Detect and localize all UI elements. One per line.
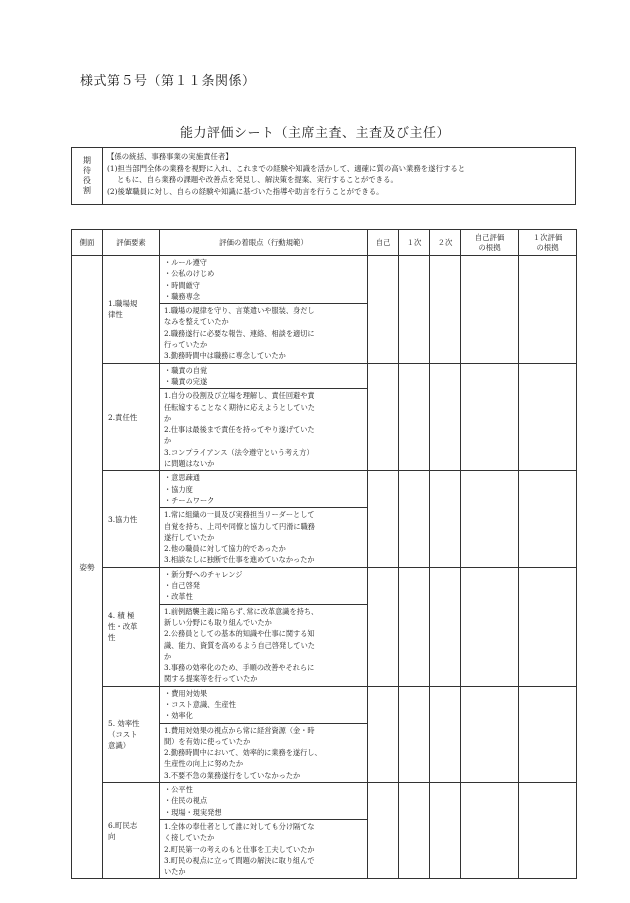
second-score-cell[interactable] [430,256,461,364]
header-viewpoint: 評価の着眼点（行動規範） [160,230,368,256]
role-line: (2)後輩職員に対し、自らの経験や知識に基づいた指導や助言を行うことができる。 [107,186,384,196]
keyword: ・職責の完遂 [164,376,208,386]
element-name-line: （コスト [108,729,138,739]
second-score-cell[interactable] [430,783,461,879]
header-self-basis-line: 自己評価 [474,232,505,242]
keyword: ・チームワーク [164,495,215,505]
viewpoint: く接していたか [164,833,215,843]
viewpoint: 1.費用対効果の視点から常に経営資源（金・時 [164,725,315,735]
element-5-keywords [160,686,368,723]
header-first-basis-line: の根拠 [536,242,559,252]
element-5-keyword-row [72,686,577,723]
viewpoint: 生産性の向上に努めたか [164,759,244,769]
element-3-name [103,471,160,567]
expected-role-text [103,148,576,205]
viewpoint: か [164,651,172,661]
element-name-line: 性・改革 [108,622,138,632]
viewpoint: 2.公務員としての基本的知識や仕事に関する知 [164,629,315,639]
first-score-cell[interactable] [399,783,430,879]
keyword: ・費用対効果 [164,688,208,698]
viewpoint: 任転嫁することなく期待に応えようとしていた [164,402,315,412]
viewpoint: 2.町民第一の考えのもと仕事を工夫していたか [164,844,315,854]
element-name-line: 4. 積 極 [108,611,135,621]
viewpoint: いたか [164,867,186,877]
first-score-cell[interactable] [399,567,430,686]
first-basis-cell[interactable] [519,363,577,471]
first-score-cell[interactable] [399,686,430,782]
keyword: ・職責の自覚 [164,365,208,375]
second-score-cell[interactable] [430,471,461,567]
first-score-cell[interactable] [399,471,430,567]
header-first-basis-line: １次評価 [532,232,563,242]
keyword: ・ルール遵守 [164,258,207,267]
viewpoint: 3.コンプライアンス（法令遵守という考え方） [164,447,314,457]
expected-role-heading [72,148,103,205]
first-basis-cell[interactable] [519,567,577,686]
element-name-line: 5. 効率性 [108,718,140,728]
keyword: ・新分野へのチャレンジ [164,569,243,579]
element-1-keyword-row [72,256,577,304]
role-heading-char: 期 [83,156,91,165]
viewpoint: なみを整えていたか [164,317,229,327]
viewpoint: 3.相談なしに独断で仕事を進めていなかったか [164,555,315,565]
viewpoint: 3.町民の視点に立って問題の解決に取り組んで [164,855,315,865]
element-name-line: 3.協力性 [108,514,138,524]
viewpoint: 行っていたか [164,340,208,350]
keyword: ・現場・現実発想 [164,807,222,817]
element-1-keywords [160,256,368,304]
element-name-line: 意識） [108,740,131,750]
side-label: 姿勢 [72,256,103,879]
role-heading-char: 割 [83,186,91,195]
keyword: ・時間厳守 [164,280,200,290]
self-score-cell[interactable] [368,567,399,686]
second-score-cell[interactable] [430,686,461,782]
role-heading-char: 役 [83,176,91,185]
viewpoint: 間）を有効に使っていたか [164,736,251,746]
first-basis-cell[interactable] [519,256,577,364]
keyword: ・意思疎通 [164,473,200,483]
self-score-cell[interactable] [368,471,399,567]
self-score-cell[interactable] [368,256,399,364]
element-name-line: 2.責任性 [108,412,138,422]
first-basis-cell[interactable] [519,783,577,879]
element-3-points [160,508,368,567]
viewpoint: か [164,413,172,423]
self-score-cell[interactable] [368,783,399,879]
keyword: ・住民の視点 [164,796,208,806]
header-self: 自己 [368,230,399,256]
element-5-name [103,686,160,782]
viewpoint: 2.職務遂行に必要な報告、連絡、相談を適切に [164,328,315,338]
keyword: ・職務専念 [164,291,200,301]
element-6-name [103,783,160,879]
element-4-keywords [160,567,368,604]
element-name-line: 6.町民志 [108,820,138,830]
self-basis-cell[interactable] [461,783,519,879]
viewpoint: 3.不要不急の業務遂行をしていなかったか [164,770,301,780]
element-4-keyword-row [72,567,577,604]
first-score-cell[interactable] [399,256,430,364]
header-row [72,230,577,256]
role-heading-char: 待 [83,166,91,175]
viewpoint: 遂行していたか [164,532,215,542]
self-basis-cell[interactable] [461,363,519,471]
viewpoint: 2.勤務時間中において、効率的に業務を遂行し、 [164,748,322,758]
self-score-cell[interactable] [368,363,399,471]
role-line: 【係の統括、事務事業の実施責任者】 [107,152,233,161]
role-line: ともに、自ら業務の課題や改善点を発見し、解決策を提案、実行することができる。 [117,175,398,184]
element-name-line: 律性 [108,310,123,320]
viewpoint: 3.事務の効率化のため、手順の改善やそれらに [164,663,315,673]
element-name-line: 向 [108,831,116,841]
element-name-line: 性 [108,633,116,643]
header-first-basis [519,230,577,256]
keyword: ・改革性 [164,592,193,602]
viewpoint: 識、能力、資質を高めるよう自己啓発していた [164,640,315,650]
keyword: ・効率化 [164,711,193,721]
viewpoint: 3.勤務時間中は職務に専念していたか [164,351,286,361]
element-4-points [160,604,368,686]
self-basis-cell[interactable] [461,686,519,782]
element-5-points [160,723,368,782]
keyword: ・自己啓発 [164,581,200,591]
self-basis-cell[interactable] [461,567,519,686]
element-2-keyword-row [72,363,577,389]
element-1-points [160,304,368,363]
evaluation-table [71,229,577,879]
self-score-cell[interactable] [368,686,399,782]
role-line: (1)担当部門全体の業務を視野に入れ、これまでの経験や知識を活かして、適確に質の高い業務を遂行すると [107,163,466,173]
viewpoint: 2.他の職員に対して協力的であったか [164,544,286,554]
second-score-cell[interactable] [430,363,461,471]
element-6-keyword-row [72,783,577,820]
viewpoint: か [164,436,172,446]
header-second: ２次 [430,230,461,256]
first-score-cell[interactable] [399,363,430,471]
viewpoint: 1.前例踏襲主義に陥らず､常に改革意識を持ち、 [164,606,319,616]
viewpoint: 1.常に組織の一員及び実務担当リーダーとして [164,510,315,520]
expected-role-table [71,147,576,205]
element-2-keywords [160,363,368,389]
viewpoint: 自覚を持ち、上司や同僚と協力して円滑に職務 [164,521,315,531]
element-6-points [160,819,368,878]
element-2-points [160,389,368,471]
header-self-basis-line: の根拠 [478,242,501,252]
keyword: ・協力度 [164,484,193,494]
keyword: ・公平性 [164,785,193,795]
element-name-line: 1.職場規 [108,299,138,309]
first-basis-cell[interactable] [519,471,577,567]
element-4-name [103,567,160,686]
header-element: 評価要素 [103,230,160,256]
element-3-keyword-row [72,471,577,508]
viewpoint: 1.職場の規律を守り、言葉遣いや服装、身だし [164,306,315,316]
viewpoint: 1.自分の役割及び立場を理解し、責任回避や責 [164,391,315,401]
header-first: １次 [399,230,430,256]
element-6-keywords [160,783,368,820]
form-number: 様式第５号（第１１条関係） [80,74,256,89]
element-1-name [103,256,160,364]
viewpoint: 新しい分野にも取り組んでいたか [164,617,272,627]
viewpoint: に問題はないか [164,459,215,469]
keyword: ・コスト意識、生産性 [164,699,236,709]
self-basis-cell[interactable] [461,471,519,567]
header-side: 側面 [72,230,103,256]
sheet-title: 能力評価シート（主席主査、主査及び主任） [179,126,450,141]
header-self-basis [461,230,519,256]
viewpoint: 関する提案等を行っていたか [164,674,258,684]
second-score-cell[interactable] [430,567,461,686]
first-basis-cell[interactable] [519,686,577,782]
element-2-name [103,363,160,471]
viewpoint: 1.全体の奉仕者として誰に対しても分け隔てな [164,821,315,831]
keyword: ・公私のけじめ [164,269,215,279]
viewpoint: 2.仕事は最後まで責任を持ってやり遂げていた [164,425,315,435]
self-basis-cell[interactable] [461,256,519,364]
element-3-keywords [160,471,368,508]
